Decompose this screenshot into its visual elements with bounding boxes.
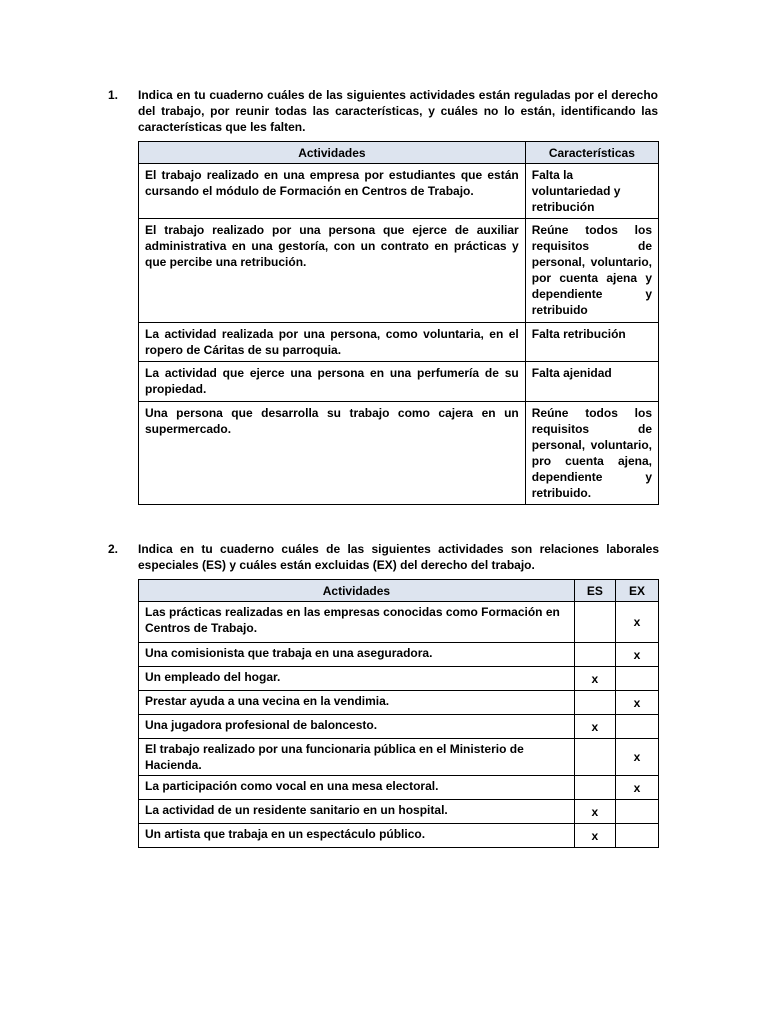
characteristic-cell: Reúne todos los requisitos de personal, voluntario, por cuenta ajena y dependiente y retribuido bbox=[525, 219, 658, 323]
characteristic-cell: Falta retribución bbox=[525, 323, 658, 362]
activity-cell: La actividad que ejerce una persona en una perfumería de su propiedad. bbox=[139, 362, 526, 402]
table-row bbox=[139, 362, 659, 402]
table-row bbox=[139, 323, 659, 362]
activity-cell: Prestar ayuda a una vecina en la vendimia. bbox=[139, 691, 575, 715]
column-header-actividades: Actividades bbox=[139, 142, 526, 164]
activity-cell: La actividad de un residente sanitario en un hospital. bbox=[139, 800, 575, 824]
ex-mark: x bbox=[615, 643, 658, 667]
activity-cell: Una jugadora profesional de baloncesto. bbox=[139, 715, 575, 739]
ex-mark: x bbox=[615, 776, 658, 800]
es-mark bbox=[574, 691, 615, 715]
table-row bbox=[139, 402, 659, 505]
activity-cell: El trabajo realizado por una persona que ejerce de auxiliar administrativa en una gestoría, con un contrato en prácticas y que percibe una retribución. bbox=[139, 219, 526, 323]
es-mark bbox=[574, 602, 615, 643]
activity-cell: La participación como vocal en una mesa electoral. bbox=[139, 776, 575, 800]
column-header-caracteristicas: Características bbox=[525, 142, 658, 164]
table-row bbox=[139, 824, 659, 848]
es-mark: x bbox=[574, 824, 615, 848]
ex-mark: x bbox=[615, 602, 658, 643]
ex-mark bbox=[615, 715, 658, 739]
activity-cell: Una persona que desarrolla su trabajo como cajera en un supermercado. bbox=[139, 402, 526, 505]
es-mark: x bbox=[574, 715, 615, 739]
table-row bbox=[139, 691, 659, 715]
activity-cell: Una comisionista que trabaja en una aseguradora. bbox=[139, 643, 575, 667]
table-row bbox=[139, 800, 659, 824]
ex-mark: x bbox=[615, 739, 658, 776]
activity-cell: El trabajo realizado en una empresa por estudiantes que están cursando el módulo de Formación en Centros de Trabajo. bbox=[139, 164, 526, 219]
column-header-ex: EX bbox=[615, 580, 658, 602]
question-2-text: Indica en tu cuaderno cuáles de las siguientes actividades son relaciones laborales especiales (ES) y cuáles están excluidas (EX) del derecho del trabajo. bbox=[138, 542, 659, 572]
activity-cell: Las prácticas realizadas en las empresas conocidas como Formación en Centros de Trabajo. bbox=[139, 602, 575, 643]
question-1 bbox=[108, 87, 658, 135]
column-header-actividades: Actividades bbox=[139, 580, 575, 602]
activities-characteristics-table bbox=[138, 141, 659, 505]
activity-cell: El trabajo realizado por una funcionaria pública en el Ministerio de Hacienda. bbox=[139, 739, 575, 776]
ex-mark: x bbox=[615, 691, 658, 715]
table-row bbox=[139, 164, 659, 219]
table-row bbox=[139, 776, 659, 800]
special-excluded-table bbox=[138, 579, 659, 848]
ex-mark bbox=[615, 800, 658, 824]
table-row bbox=[139, 643, 659, 667]
table-row bbox=[139, 602, 659, 643]
es-mark bbox=[574, 776, 615, 800]
es-mark bbox=[574, 643, 615, 667]
table-row bbox=[139, 739, 659, 776]
table-row bbox=[139, 219, 659, 323]
ex-mark bbox=[615, 824, 658, 848]
es-mark: x bbox=[574, 667, 615, 691]
question-1-number: 1. bbox=[108, 88, 119, 102]
characteristic-cell: Falta ajenidad bbox=[525, 362, 658, 402]
es-mark bbox=[574, 739, 615, 776]
column-header-es: ES bbox=[574, 580, 615, 602]
question-1-text: Indica en tu cuaderno cuáles de las siguientes actividades están reguladas por el derecho del trabajo, por reunir todas las características, y cuáles no lo están, identificando las características que les falten. bbox=[138, 88, 658, 134]
table-row bbox=[139, 667, 659, 691]
activity-cell: La actividad realizada por una persona, como voluntaria, en el ropero de Cáritas de su parroquia. bbox=[139, 323, 526, 362]
question-2-number: 2. bbox=[108, 542, 119, 556]
characteristic-cell: Reúne todos los requisitos de personal, voluntario, pro cuenta ajena, dependiente y retribuido. bbox=[525, 402, 658, 505]
activity-cell: Un empleado del hogar. bbox=[139, 667, 575, 691]
activity-cell: Un artista que trabaja en un espectáculo público. bbox=[139, 824, 575, 848]
ex-mark bbox=[615, 667, 658, 691]
es-mark: x bbox=[574, 800, 615, 824]
characteristic-cell: Falta la voluntariedad y retribución bbox=[525, 164, 658, 219]
table-row bbox=[139, 715, 659, 739]
